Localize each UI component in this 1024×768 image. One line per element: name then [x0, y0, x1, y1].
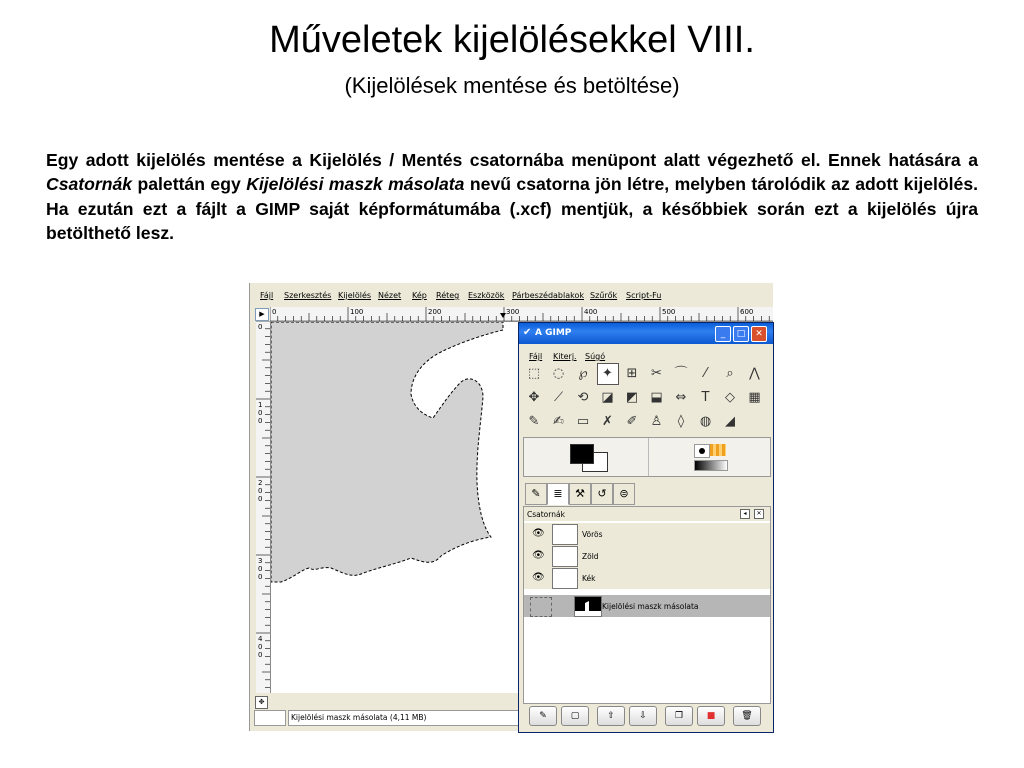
tb-menu-file[interactable]: Fájl: [529, 352, 543, 361]
paintbrush-tool-icon[interactable]: ✍: [553, 414, 564, 429]
color-picker-tool-icon[interactable]: ⁄: [704, 366, 707, 381]
para-italic-mask: Kijelölési maszk másolata: [246, 174, 465, 195]
menu-edit[interactable]: Szerkesztés: [284, 291, 332, 300]
channels-header: [524, 507, 770, 521]
raise-channel-button[interactable]: ⇧: [597, 706, 625, 726]
menu-dialogs[interactable]: Párbeszédablakok: [512, 291, 585, 300]
description-paragraph: [46, 148, 978, 246]
color-select-tool-icon[interactable]: ⊞: [626, 366, 638, 381]
hruler-label-300: 300: [506, 308, 520, 316]
status-bar: Kijelölési maszk másolata (4,11 MB): [288, 710, 525, 726]
eye-icon[interactable]: 👁: [532, 550, 545, 561]
channel-thumbnail: [552, 546, 578, 567]
para-part-3: nevű csatorna jön létre, melyben tárolódik az adott kijelölés. Ha ezután ezt a fájlt a GIMP saját képformátumába (.xcf) mentjük, a későbbiek során ezt a kijelölés újra betölthető lesz.: [46, 174, 979, 244]
channel-label: Kijelölési maszk másolata: [602, 602, 699, 611]
menu-script-fu[interactable]: Script-Fu: [626, 291, 662, 300]
blur-tool-icon[interactable]: ◊: [677, 414, 685, 429]
shear-tool-icon[interactable]: ◩: [625, 390, 639, 405]
channel-label: Zöld: [582, 552, 599, 561]
channels-title: Csatornák: [527, 510, 565, 519]
tab-tool-options[interactable]: ✎: [525, 483, 547, 505]
paths-tool-icon[interactable]: ⌒: [674, 366, 688, 381]
selection-mask-thumbnail: [574, 596, 602, 617]
dodge-burn-tool-icon[interactable]: ◢: [725, 414, 735, 429]
channel-thumbnail: [552, 568, 578, 589]
edit-channel-button[interactable]: ✎: [529, 706, 557, 726]
close-button[interactable]: ✕: [751, 326, 767, 342]
color-area-divider: [648, 438, 649, 476]
channel-row-red[interactable]: [524, 523, 770, 545]
zoom-tool-icon[interactable]: ⌕: [726, 366, 734, 381]
vruler-label-200: 2 0 0: [258, 479, 263, 503]
tab-layers[interactable]: ≣: [547, 483, 569, 505]
channel-thumbnail: [552, 524, 578, 545]
tab-undo[interactable]: ↺: [591, 483, 613, 505]
tb-menu-help[interactable]: Súgó: [585, 352, 606, 361]
pattern-preview[interactable]: [710, 444, 726, 456]
minimize-button[interactable]: _: [715, 326, 731, 342]
eye-icon[interactable]: 👁: [532, 572, 545, 583]
toolbox-titlebar[interactable]: [519, 323, 773, 344]
rotate-tool-icon[interactable]: ⟲: [577, 390, 589, 405]
text-tool-icon[interactable]: T: [701, 390, 710, 405]
hruler-label-0: 0: [272, 308, 277, 316]
toolbox-title: A GIMP: [535, 328, 572, 338]
color-area: [523, 437, 771, 477]
gradient-preview[interactable]: [694, 460, 728, 471]
measure-tool-icon[interactable]: ⋀: [749, 366, 760, 381]
smudge-tool-icon[interactable]: ◍: [699, 414, 712, 429]
para-part-2: palettán egy: [132, 174, 247, 195]
free-select-tool-icon[interactable]: ℘: [578, 366, 588, 381]
menu-layer[interactable]: Réteg: [436, 291, 460, 300]
rect-select-tool-icon[interactable]: ⬚: [527, 366, 541, 381]
menu-select[interactable]: Kijelölés: [338, 291, 372, 300]
duplicate-channel-button[interactable]: ❐: [665, 706, 693, 726]
bucket-fill-tool-icon[interactable]: ◇: [725, 390, 735, 405]
para-italic-channels: Csatornák: [46, 174, 133, 195]
scale-tool-icon[interactable]: ◪: [601, 390, 614, 405]
hruler-label-600: 600: [740, 308, 754, 316]
channels-menu-button[interactable]: ◂: [740, 509, 750, 519]
channel-to-selection-button[interactable]: ■: [697, 706, 725, 726]
menu-tools[interactable]: Eszközök: [468, 291, 505, 300]
lower-channel-button[interactable]: ⇩: [629, 706, 657, 726]
menu-filters[interactable]: Szűrők: [590, 291, 618, 300]
maximize-button[interactable]: □: [733, 326, 749, 342]
eraser-tool-icon[interactable]: ▭: [576, 414, 590, 429]
hruler-ticks: [270, 307, 773, 321]
hruler-label-200: 200: [428, 308, 442, 316]
menu-file[interactable]: Fájl: [260, 291, 274, 300]
horizontal-ruler: [270, 307, 773, 322]
visibility-toggle[interactable]: [530, 597, 552, 617]
gimp-toolbox-window: [518, 322, 774, 733]
channel-row-blue[interactable]: [524, 567, 770, 589]
vruler-label-100: 1 0 0: [258, 401, 263, 425]
foreground-color-swatch[interactable]: [570, 444, 594, 464]
ellipse-select-tool-icon[interactable]: ◌: [552, 366, 565, 381]
image-menubar: [250, 283, 773, 305]
pencil-tool-icon[interactable]: ✎: [528, 414, 540, 429]
channels-panel: [523, 506, 771, 704]
airbrush-tool-icon[interactable]: ✗: [602, 414, 613, 429]
channel-label: Vörös: [582, 530, 603, 539]
vruler-label-400: 4 0 0: [258, 635, 263, 659]
channels-close-button[interactable]: ✕: [754, 509, 764, 519]
new-channel-button[interactable]: ▢: [561, 706, 589, 726]
navigate-icon[interactable]: ✥: [255, 696, 268, 709]
flip-tool-icon[interactable]: ⇔: [675, 390, 687, 405]
menu-image[interactable]: Kép: [412, 291, 427, 300]
channels-button-bar: [523, 705, 769, 727]
gimp-wilber-icon: ✔: [523, 327, 532, 338]
perspective-tool-icon[interactable]: ⬓: [650, 390, 663, 405]
hruler-label-500: 500: [662, 308, 676, 316]
brush-preview[interactable]: [694, 444, 710, 458]
tb-menu-xtns[interactable]: Kiterj.: [553, 352, 577, 361]
channel-row-green[interactable]: [524, 545, 770, 567]
scissors-tool-icon[interactable]: ✂: [651, 366, 662, 381]
slide-title: Műveletek kijelölésekkel VIII.: [269, 19, 755, 61]
move-tool-icon[interactable]: ✥: [528, 390, 540, 405]
clone-tool-icon[interactable]: ♙: [650, 414, 663, 429]
vertical-ruler: [256, 321, 271, 693]
dock-tabs: [523, 483, 769, 505]
channel-row-selection-mask[interactable]: [524, 595, 770, 617]
quickmask-menu-button[interactable]: ▶: [255, 308, 269, 321]
crop-tool-icon[interactable]: ⟋: [553, 390, 564, 405]
tab-channels[interactable]: ⚒: [569, 483, 591, 505]
fuzzy-select-tool-icon[interactable]: ✦: [597, 363, 619, 385]
slide-subtitle: (Kijelölések mentése és betöltése): [344, 73, 680, 98]
mask-thumbnail-graphic: [575, 597, 601, 616]
vruler-label-0: 0: [258, 323, 263, 331]
ink-tool-icon[interactable]: ✐: [626, 414, 638, 429]
tab-paths[interactable]: ⊜: [613, 483, 635, 505]
channel-label: Kék: [582, 574, 596, 583]
menu-view[interactable]: Nézet: [378, 291, 402, 300]
hruler-label-400: 400: [584, 308, 598, 316]
eye-icon[interactable]: 👁: [532, 528, 545, 539]
unit-selector[interactable]: [254, 710, 286, 726]
delete-channel-button[interactable]: 🗑: [733, 706, 761, 726]
hruler-label-100: 100: [350, 308, 364, 316]
vruler-label-300: 3 0 0: [258, 557, 263, 581]
para-part-1: Egy adott kijelölés mentése a Kijelölés / Mentés csatornába menüpont alatt végezhető el. Ennek hatására a: [46, 150, 978, 170]
blend-tool-icon[interactable]: ▦: [748, 390, 761, 405]
